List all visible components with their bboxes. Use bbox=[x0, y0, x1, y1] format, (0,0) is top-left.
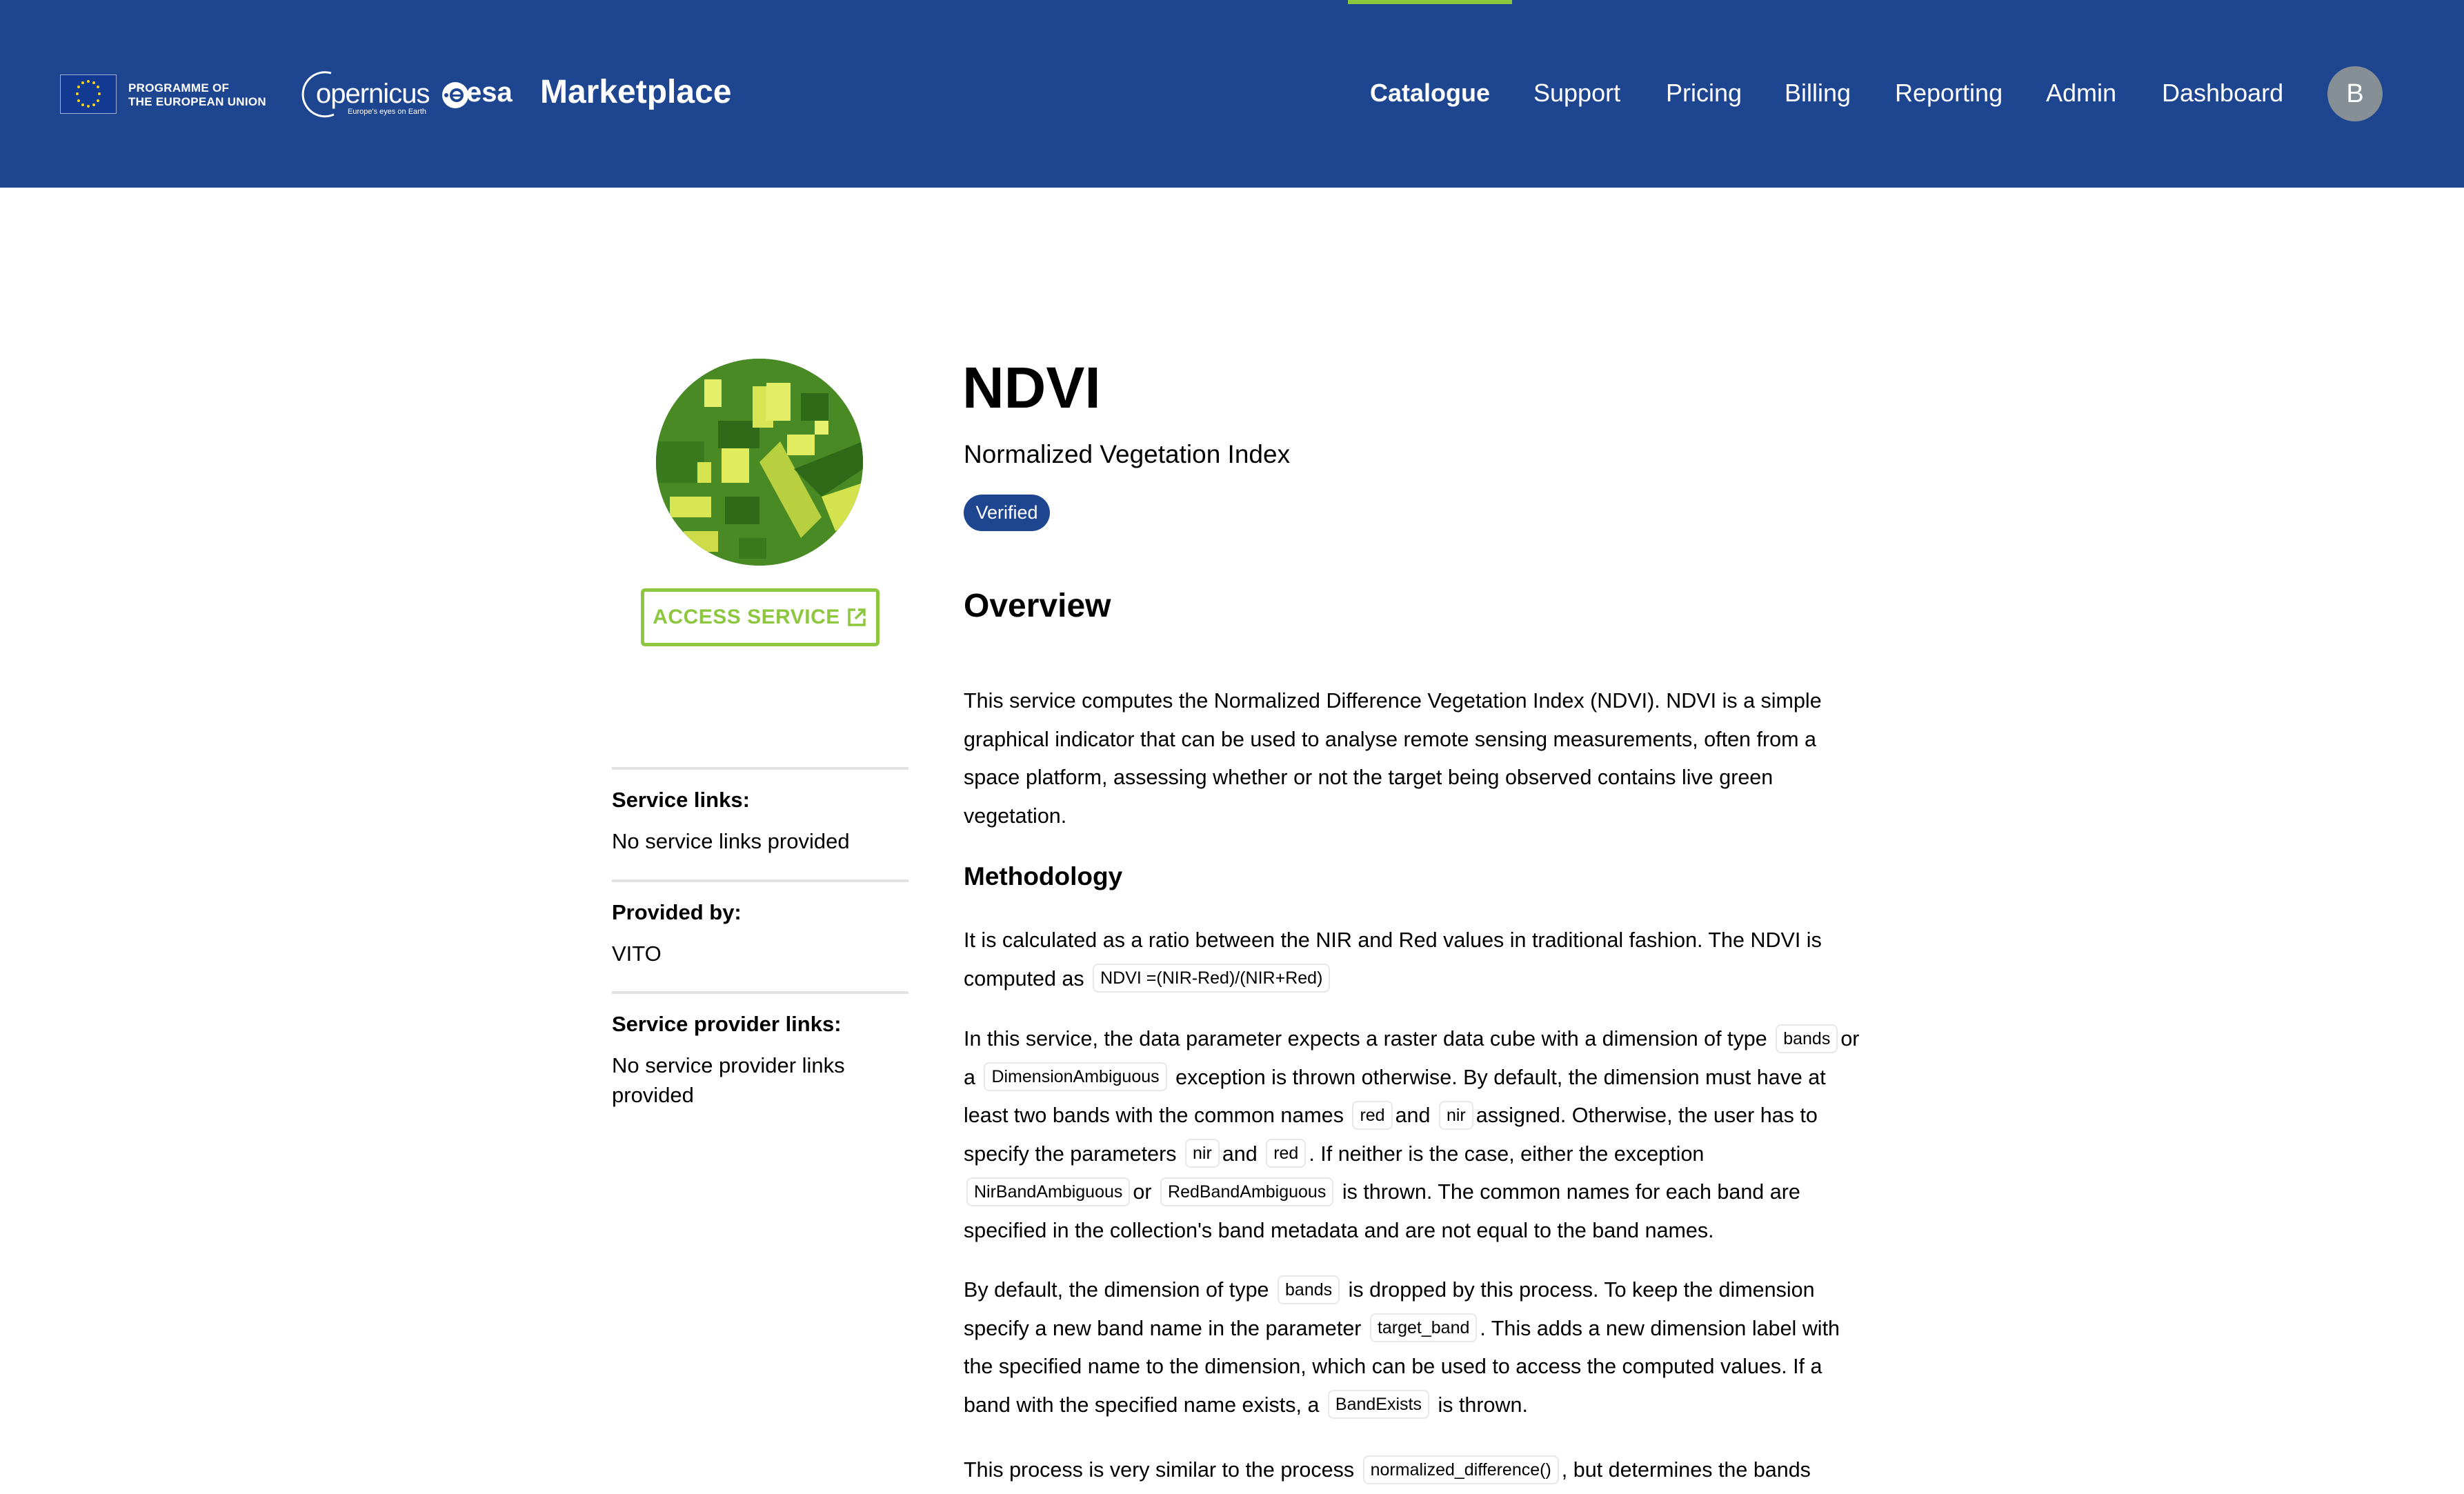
overview-paragraph: This service computes the Normalized Difference Vegetation Index (NDVI). NDVI is a simple graphical indicator that can be used to analyse remote sensing measurements, often from a space platform, assessing whether or not the target being observed contains live green vegetation. bbox=[964, 689, 1822, 828]
text: . If neither is the case, either the exception bbox=[1309, 1142, 1705, 1166]
verified-badge: Verified bbox=[964, 495, 1050, 531]
methodology-heading: Methodology bbox=[964, 862, 1123, 890]
text: This process is very similar to the process bbox=[964, 1458, 1355, 1482]
top-navigation-bar bbox=[0, 0, 2464, 188]
sidebar-divider bbox=[612, 991, 908, 994]
eu-programme-logo-text bbox=[128, 81, 266, 109]
nav-support[interactable]: Support bbox=[1533, 79, 1621, 107]
marketplace-brand[interactable]: Marketplace bbox=[540, 74, 732, 110]
eu-logo-line-2: THE EUROPEAN UNION bbox=[128, 95, 266, 108]
code-formula: NDVI =(NIR-Red)/(NIR+Red) bbox=[1093, 964, 1330, 993]
text: By default, the dimension of type bbox=[964, 1278, 1269, 1302]
esa-emblem-icon bbox=[441, 80, 469, 110]
nav-billing[interactable]: Billing bbox=[1785, 79, 1851, 107]
user-avatar[interactable]: B bbox=[2327, 66, 2383, 121]
code-normalized-difference: normalized_difference() bbox=[1363, 1455, 1559, 1484]
text: In this service, the data parameter expects a raster data cube with a dimension of type bbox=[964, 1027, 1767, 1050]
methodology-paragraph-4 bbox=[964, 1451, 1860, 1490]
page-title: NDVI bbox=[962, 355, 1101, 420]
text: or bbox=[1133, 1180, 1152, 1204]
code-red-band-ambiguous: RedBandAmbiguous bbox=[1160, 1177, 1333, 1206]
text: It is calculated as a ratio between the NIR and Red values in traditional fashion. The NDVI is computed as bbox=[964, 928, 1822, 990]
service-provider-links-label: Service provider links: bbox=[612, 1012, 842, 1036]
sidebar-divider bbox=[612, 767, 908, 770]
methodology-paragraph-1 bbox=[964, 922, 1860, 998]
code-red: red bbox=[1266, 1139, 1306, 1168]
sidebar-divider bbox=[612, 879, 908, 882]
service-links-value: No service links provided bbox=[612, 829, 850, 853]
text: and bbox=[1222, 1142, 1258, 1166]
copernicus-logo-tagline: Europe's eyes on Earth bbox=[348, 108, 427, 116]
provided-by-label: Provided by: bbox=[612, 900, 742, 924]
copernicus-logo bbox=[298, 69, 430, 119]
methodology-paragraph-2 bbox=[964, 1020, 1860, 1250]
code-nir: nir bbox=[1185, 1139, 1220, 1168]
code-target-band: target_band bbox=[1370, 1313, 1477, 1342]
nav-admin[interactable]: Admin bbox=[2046, 79, 2117, 107]
code-dimension-ambiguous: DimensionAmbiguous bbox=[984, 1062, 1166, 1091]
service-links-label: Service links: bbox=[612, 788, 750, 812]
text: and bbox=[1395, 1104, 1431, 1127]
text: or a bbox=[964, 1027, 1860, 1089]
nav-catalogue[interactable]: Catalogue bbox=[1370, 79, 1491, 107]
eu-logo-line-1: PROGRAMME OF bbox=[128, 81, 230, 94]
code-nir-band-ambiguous: NirBandAmbiguous bbox=[966, 1177, 1130, 1206]
service-thumbnail bbox=[656, 359, 863, 566]
eu-flag-icon bbox=[60, 74, 117, 114]
code-nir: nir bbox=[1439, 1101, 1473, 1130]
text: exception is thrown otherwise. By default, the dimension must have at least two bands with the common names bbox=[964, 1065, 1826, 1127]
overview-heading: Overview bbox=[964, 588, 1111, 624]
nav-reporting[interactable]: Reporting bbox=[1895, 79, 2003, 107]
service-provider-links-value: No service provider links provided bbox=[612, 1053, 845, 1107]
external-link-icon bbox=[846, 606, 868, 628]
access-service-button[interactable] bbox=[641, 588, 880, 646]
provided-by-value: VITO bbox=[612, 942, 662, 966]
ndvi-satellite-thumbnail-icon bbox=[656, 359, 863, 566]
methodology-paragraph-3 bbox=[964, 1271, 1860, 1424]
text: . This adds a new dimension label with the specified name to the dimension, which can be used to access the computed values. If a band with the specified name exists, a bbox=[964, 1316, 1840, 1417]
access-service-label: ACCESS SERVICE bbox=[653, 606, 840, 628]
code-bands: bands bbox=[1776, 1024, 1838, 1053]
page-subtitle: Normalized Vegetation Index bbox=[964, 440, 1291, 468]
copernicus-logo-word: opernicus bbox=[316, 79, 430, 109]
text: is dropped by this process. To keep the dimension specify a new band name in the parameter bbox=[964, 1278, 1815, 1340]
text: assigned. Otherwise, the user has to specify the parameters bbox=[964, 1104, 1818, 1166]
active-nav-indicator bbox=[1348, 0, 1512, 4]
code-band-exists: BandExists bbox=[1328, 1390, 1429, 1419]
esa-logo-word: esa bbox=[466, 77, 513, 108]
code-red: red bbox=[1352, 1101, 1392, 1130]
text: is thrown. The common names for each band are specified in the collection's band metadata and are not equal to the band names. bbox=[964, 1180, 1800, 1242]
text: is thrown. bbox=[1438, 1393, 1528, 1417]
nav-dashboard[interactable]: Dashboard bbox=[2162, 79, 2284, 107]
nav-pricing[interactable]: Pricing bbox=[1666, 79, 1742, 107]
text: , but determines the bands bbox=[1561, 1458, 1811, 1482]
code-bands: bands bbox=[1278, 1275, 1340, 1304]
